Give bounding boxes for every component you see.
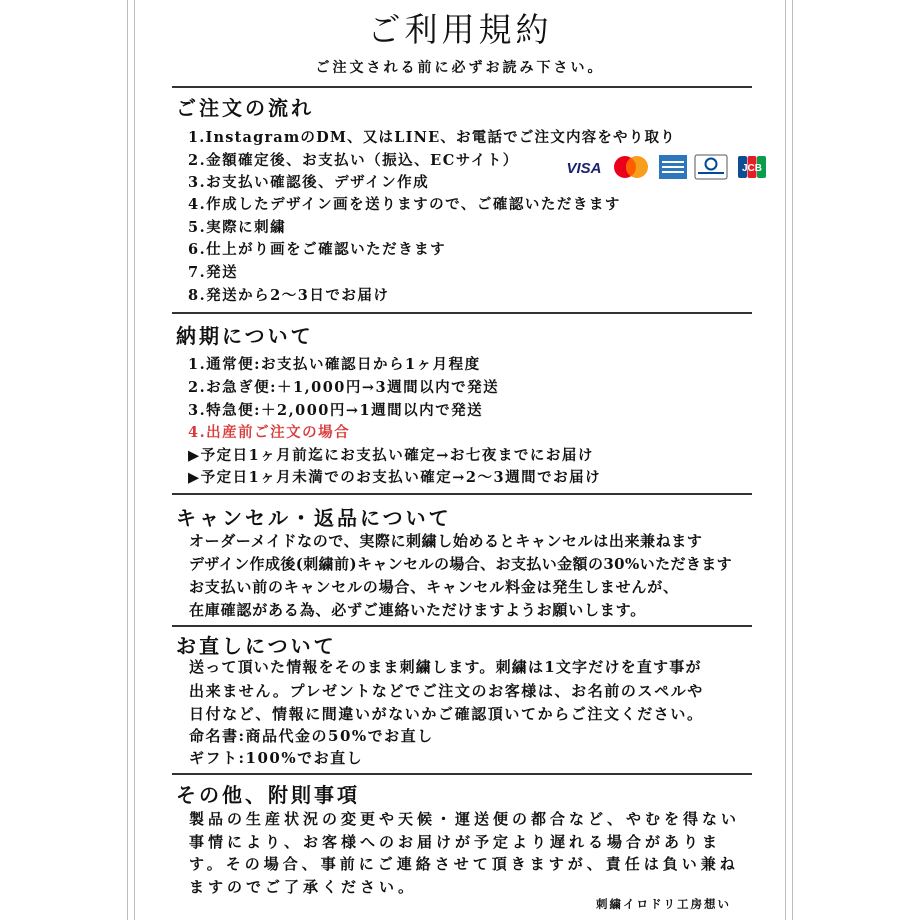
- correction-text-line: 出来ません。プレゼントなどでご注文のお客様は、お名前のスペルや: [189, 682, 704, 700]
- section-heading-other: その他、附則事項: [176, 783, 360, 807]
- svg-text:JCB: JCB: [741, 163, 763, 174]
- flow-step: 1.InstagramのDM、又はLINE、お電話でご注文内容をやり取り: [188, 129, 676, 146]
- cancel-text-line: お支払い前のキャンセルの場合、キャンセル料金は発生しませんが、: [189, 578, 679, 596]
- diners-club-icon: [694, 153, 728, 181]
- amex-icon: [658, 153, 688, 181]
- right-border-outer: [792, 0, 793, 920]
- divider: [172, 625, 752, 627]
- section-heading-flow: ご注文の流れ: [176, 96, 314, 120]
- correction-text-line: 送って頂いた情報をそのまま刺繍します。刺繍は1文字だけを直す事が: [189, 658, 702, 676]
- cancel-text-line: デザイン作成後(刺繍前)キャンセルの場合、お支払い金額の30%いただきます: [189, 555, 733, 573]
- other-text-line: ますのでご了承ください。: [189, 878, 418, 896]
- left-border-inner: [134, 0, 135, 920]
- delivery-item: ▶予定日1ヶ月未満でのお支払い確定→2〜3週間でお届け: [188, 469, 602, 486]
- other-text-line: 製品の生産状況の変更や天候・運送便の都合など、やむを得ない: [189, 810, 741, 828]
- svg-text:VISA: VISA: [566, 160, 602, 177]
- delivery-item: ▶予定日1ヶ月前迄にお支払い確定→お七夜までにお届け: [188, 447, 594, 464]
- flow-step: 4.作成したデザイン画を送りますので、ご確認いただきます: [188, 196, 621, 213]
- cancel-text-line: 在庫確認がある為、必ずご連絡いただけますようお願いします。: [189, 601, 647, 619]
- divider: [172, 493, 752, 495]
- mastercard-icon: [611, 153, 651, 181]
- flow-step: 7.発送: [188, 264, 239, 281]
- delivery-item: 2.お急ぎ便:＋1,000円→3週間以内で発送: [188, 379, 500, 396]
- flow-step: 5.実際に刺繍: [188, 219, 287, 236]
- section-heading-correction: お直しについて: [176, 634, 337, 658]
- delivery-item-highlight: 4.出産前ご注文の場合: [188, 424, 351, 441]
- delivery-item: 3.特急便:＋2,000円→1週間以内で発送: [188, 402, 484, 419]
- delivery-item: 1.通常便:お支払い確認日から1ヶ月程度: [188, 356, 481, 373]
- left-border-outer: [127, 0, 128, 920]
- signature: 刺繍イロドリ工房想い: [596, 897, 731, 911]
- section-heading-delivery: 納期について: [176, 324, 314, 348]
- right-border-inner: [785, 0, 786, 920]
- visa-icon: [563, 153, 605, 181]
- flow-step: 6.仕上がり画をご確認いただきます: [188, 241, 447, 258]
- divider: [172, 312, 752, 314]
- section-heading-cancel: キャンセル・返品について: [176, 506, 452, 530]
- correction-text-line: 命名書:商品代金の50%でお直し: [189, 727, 434, 745]
- correction-text-line: ギフト:100%でお直し: [189, 749, 364, 767]
- cancel-text-line: オーダーメイドなので、実際に刺繍し始めるとキャンセルは出来兼ねます: [189, 532, 703, 550]
- flow-step: 2.金額確定後、お支払い（振込、ECサイト）: [188, 152, 519, 169]
- divider: [172, 773, 752, 775]
- page-subtitle: ご注文される前に必ずお読み下さい。: [315, 60, 605, 76]
- flow-step: 8.発送から2〜3日でお届け: [188, 287, 390, 304]
- other-text-line: 事情により、お客様へのお届けが予定より遅れる場合がありま: [189, 833, 722, 851]
- page-title: ご利用規約: [367, 10, 553, 49]
- flow-step: 3.お支払い確認後、デザイン作成: [188, 174, 430, 191]
- divider: [172, 86, 752, 88]
- jcb-icon: [736, 153, 768, 181]
- correction-text-line: 日付など、情報に間違いがないかご確認頂いてからご注文ください。: [189, 705, 704, 723]
- other-text-line: す。その場合、事前にご連絡させて頂きますが、責任は負い兼ね: [189, 855, 739, 873]
